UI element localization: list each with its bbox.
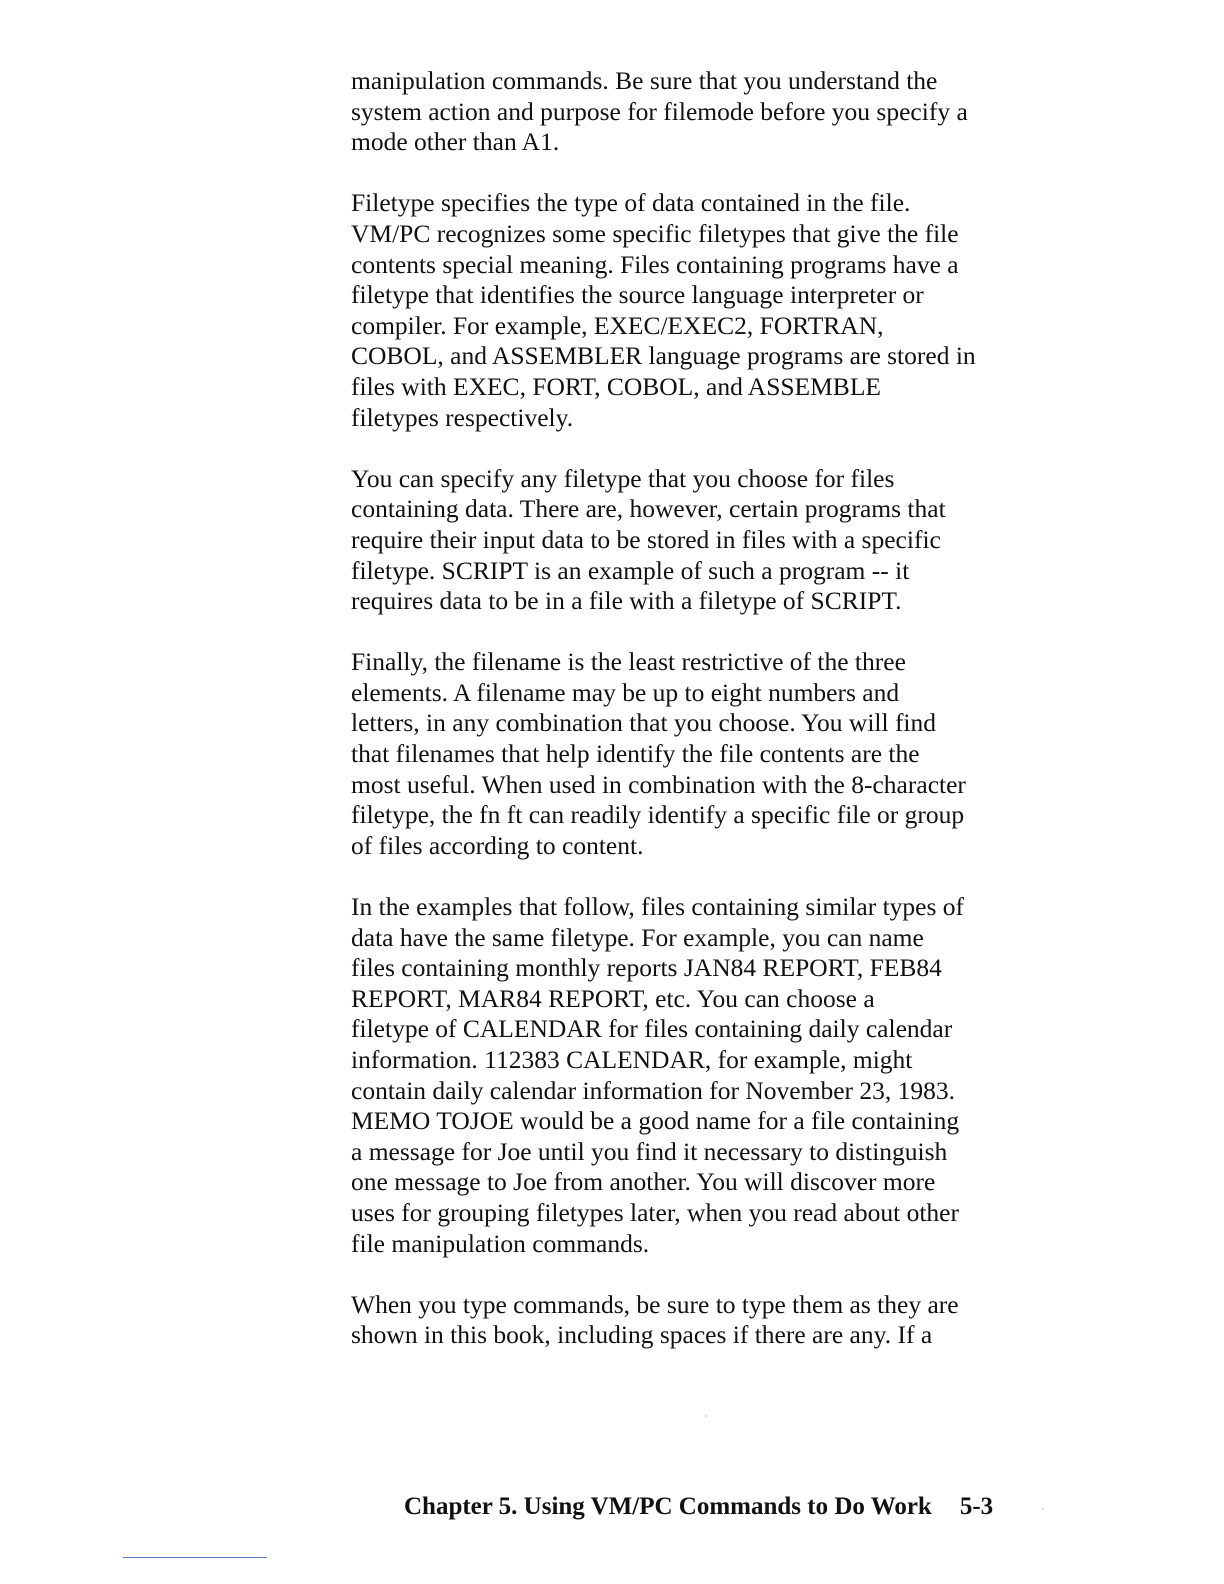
text-line: REPORT, MAR84 REPORT, etc. You can choose a: [351, 983, 875, 1013]
scan-speck: [1042, 1508, 1044, 1510]
text-line: requires data to be in a file with a filetype of SCRIPT.: [351, 586, 902, 616]
text-line: file manipulation commands.: [351, 1228, 650, 1258]
text-line: Finally, the filename is the least restrictive of the three: [351, 647, 906, 677]
paragraph-3: [351, 464, 1051, 617]
text-line: files with EXEC, FORT, COBOL, and ASSEMBLE: [351, 371, 881, 401]
text-line: manipulation commands. Be sure that you understand the: [351, 66, 938, 95]
text-line: letters, in any combination that you choose. You will find: [351, 708, 937, 738]
text-line: one message to Joe from another. You will discover more: [351, 1167, 936, 1197]
text-line: filetypes respectively.: [351, 402, 574, 432]
scan-speck: [705, 1415, 707, 1417]
paragraph-6: [351, 1290, 1051, 1351]
text-line: elements. A filename may be up to eight numbers and: [351, 677, 900, 707]
text-line: filetype. SCRIPT is an example of such a program -- it: [351, 555, 910, 585]
text-line: a message for Joe until you find it necessary to distinguish: [351, 1136, 948, 1166]
text-line: most useful. When used in combination with the 8-character: [351, 769, 966, 799]
bottom-margin-rule: [123, 1557, 267, 1558]
text-line: In the examples that follow, files containing similar types of: [351, 892, 965, 922]
body-text: [351, 66, 1051, 1382]
paragraph-4: [351, 647, 1051, 861]
text-line: COBOL, and ASSEMBLER language programs are stored in: [351, 341, 976, 371]
footer-chapter-title: Chapter 5. Using VM/PC Commands to Do Work: [404, 1493, 932, 1520]
text-line: require their input data to be stored in files with a specific: [351, 524, 941, 554]
footer-page-number: 5-3: [959, 1493, 994, 1520]
paragraph-5: [351, 892, 1051, 1259]
text-line: When you type commands, be sure to type them as they are: [351, 1289, 959, 1319]
paragraph-2: [351, 188, 1051, 433]
text-line: Filetype specifies the type of data contained in the file.: [351, 188, 911, 218]
text-line: mode other than A1.: [351, 127, 560, 157]
text-line: compiler. For example, EXEC/EXEC2, FORTRAN,: [351, 310, 884, 340]
text-line: information. 112383 CALENDAR, for example, might: [351, 1045, 913, 1074]
text-line: shown in this book, including spaces if there are any. If a: [351, 1320, 933, 1350]
text-line: files containing monthly reports JAN84 REPORT, FEB84: [351, 953, 942, 983]
running-footer: [404, 1492, 993, 1522]
text-line: containing data. There are, however, certain programs that: [351, 494, 946, 524]
text-line: of files according to content.: [351, 830, 644, 860]
text-line: filetype of CALENDAR for files containing daily calendar: [351, 1014, 953, 1044]
text-line: contents special meaning. Files containing programs have a: [351, 249, 959, 279]
paragraph-1: [351, 66, 1051, 158]
text-line: that filenames that help identify the file contents are the: [351, 739, 920, 769]
text-line: filetype, the fn ft can readily identify a specific file or group: [351, 800, 965, 830]
text-line: You can specify any filetype that you choose for files: [351, 463, 895, 493]
text-line: VM/PC recognizes some specific filetypes that give the file: [351, 218, 959, 248]
text-line: filetype that identifies the source language interpreter or: [351, 280, 924, 310]
text-line: uses for grouping filetypes later, when you read about other: [351, 1197, 959, 1227]
text-line: contain daily calendar information for November 23, 1983.: [351, 1075, 956, 1105]
text-line: data have the same filetype. For example, you can name: [351, 922, 924, 952]
text-line: MEMO TOJOE would be a good name for a file containing: [351, 1106, 960, 1136]
text-line: system action and purpose for filemode before you specify a: [351, 96, 968, 126]
